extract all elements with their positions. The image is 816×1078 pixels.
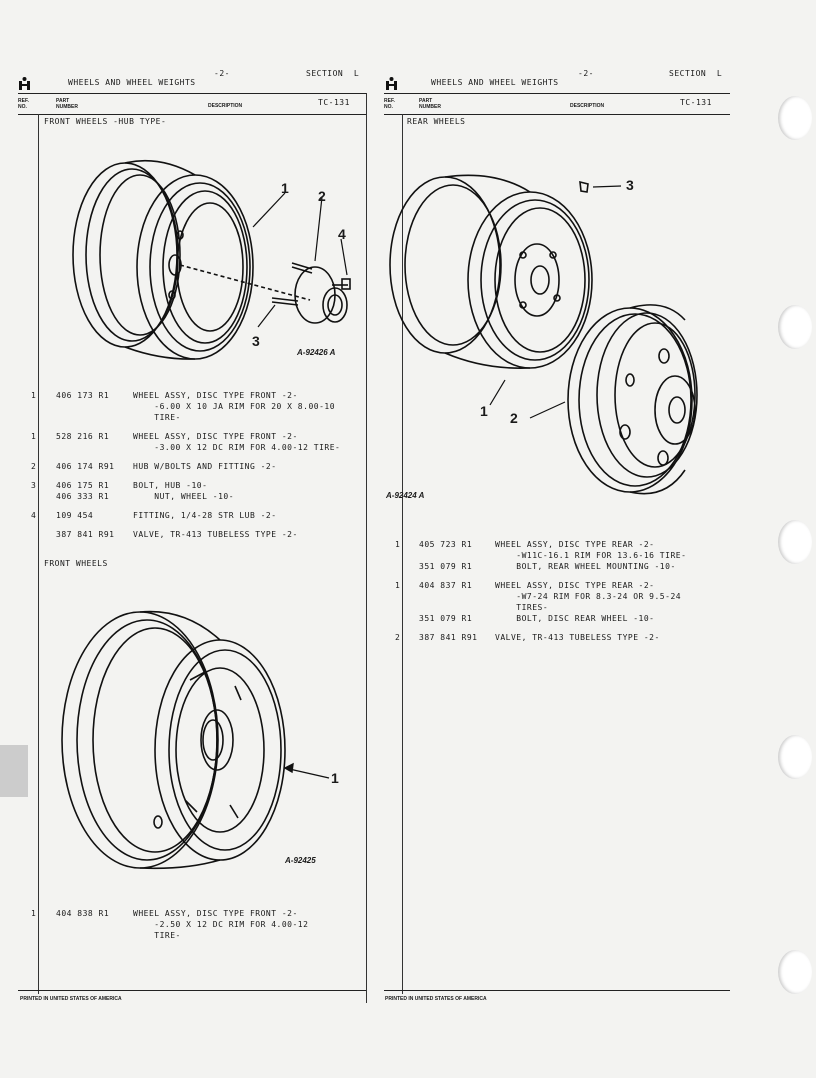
binder-hole: [778, 950, 812, 994]
ref-number: 1: [395, 581, 401, 590]
part-number: 351 079 R1: [419, 614, 473, 623]
binder-hole: [778, 520, 812, 564]
part-description: NUT, WHEEL -10-: [133, 492, 235, 501]
part-description: WHEEL ASSY, DISC TYPE FRONT -2-: [133, 909, 298, 918]
col-ref-header: REF. NO.: [384, 98, 395, 110]
col-desc-header: DESCRIPTION: [208, 103, 243, 109]
part-number: 404 838 R1: [56, 909, 110, 918]
part-description: TIRE-: [133, 931, 181, 940]
callout-4: 4: [338, 226, 346, 242]
section-tab: [0, 745, 28, 797]
ref-number: 4: [31, 511, 37, 520]
page-number: -2-: [578, 69, 594, 78]
front-wheel-figure: [55, 590, 365, 870]
part-description: WHEEL ASSY, DISC TYPE FRONT -2-: [133, 432, 298, 441]
ref-number: 1: [31, 391, 37, 400]
figure-label: A-92426 A: [297, 348, 336, 357]
header-rule: [384, 114, 730, 115]
part-number: 387 841 R91: [419, 633, 478, 642]
header-rule: [18, 93, 366, 94]
part-description: -2.50 X 12 DC RIM FOR 4.00-12: [133, 920, 309, 929]
page-title: WHEELS AND WHEEL WEIGHTS: [68, 78, 196, 87]
col-part-header: PART NUMBER: [56, 98, 78, 110]
part-number: 387 841 R91: [56, 530, 115, 539]
part-description: -W7-24 RIM FOR 8.3-24 OR 9.5-24: [495, 592, 682, 601]
part-number: 406 333 R1: [56, 492, 110, 501]
rear-wheels-figure: [385, 170, 715, 500]
figure-label: A-92424 A: [386, 491, 425, 500]
header-rule: [384, 93, 730, 94]
page-number: -2-: [214, 69, 230, 78]
part-description: -W11C-16.1 RIM FOR 13.6-16 TIRE-: [495, 551, 687, 560]
part-description: BOLT, HUB -10-: [133, 481, 208, 490]
printed-notice: PRINTED IN UNITED STATES OF AMERICA: [20, 996, 122, 1002]
part-description: WHEEL ASSY, DISC TYPE REAR -2-: [495, 540, 655, 549]
model-label: TC-131: [318, 98, 350, 107]
part-description: VALVE, TR-413 TUBELESS TYPE -2-: [495, 633, 660, 642]
group-heading: FRONT WHEELS -HUB TYPE-: [44, 117, 167, 126]
binder-hole: [778, 735, 812, 779]
callout-1: 1: [331, 770, 339, 786]
part-number: 404 837 R1: [419, 581, 473, 590]
section-label: SECTION L: [306, 69, 360, 78]
callout-3: 3: [626, 177, 634, 193]
column-rule: [38, 114, 39, 994]
part-number: 528 216 R1: [56, 432, 110, 441]
group-heading: FRONT WHEELS: [44, 559, 108, 568]
part-description: BOLT, REAR WHEEL MOUNTING -10-: [495, 562, 676, 571]
footer-rule: [18, 990, 366, 991]
callout-1: 1: [480, 403, 488, 419]
col-ref-header: REF. NO.: [18, 98, 29, 110]
part-description: HUB W/BOLTS AND FITTING -2-: [133, 462, 277, 471]
part-number: 406 175 R1: [56, 481, 110, 490]
part-description: TIRES-: [495, 603, 549, 612]
section-label: SECTION L: [669, 69, 723, 78]
ih-logo-icon: [19, 77, 30, 90]
part-description: VALVE, TR-413 TUBELESS TYPE -2-: [133, 530, 298, 539]
col-part-header: PART NUMBER: [419, 98, 441, 110]
ref-number: 2: [31, 462, 37, 471]
part-description: TIRE-: [133, 413, 181, 422]
ref-number: 1: [31, 432, 37, 441]
part-description: WHEEL ASSY, DISC TYPE FRONT -2-: [133, 391, 298, 400]
group-heading: REAR WHEELS: [407, 117, 466, 126]
ref-number: 1: [31, 909, 37, 918]
footer-rule: [384, 990, 730, 991]
col-desc-header: DESCRIPTION: [570, 103, 605, 109]
figure-label: A-92425: [285, 856, 316, 865]
page-title: WHEELS AND WHEEL WEIGHTS: [431, 78, 559, 87]
part-description: FITTING, 1/4-28 STR LUB -2-: [133, 511, 277, 520]
part-number: 406 174 R91: [56, 462, 115, 471]
binder-hole: [778, 96, 812, 140]
ref-number: 1: [395, 540, 401, 549]
ih-logo-icon: [386, 77, 397, 90]
callout-2: 2: [318, 188, 326, 204]
header-rule: [18, 114, 366, 115]
part-description: BOLT, DISC REAR WHEEL -10-: [495, 614, 655, 623]
part-number: 351 079 R1: [419, 562, 473, 571]
part-description: WHEEL ASSY, DISC TYPE REAR -2-: [495, 581, 655, 590]
callout-1: 1: [281, 180, 289, 196]
printed-notice: PRINTED IN UNITED STATES OF AMERICA: [385, 996, 487, 1002]
callout-2: 2: [510, 410, 518, 426]
part-number: 405 723 R1: [419, 540, 473, 549]
model-label: TC-131: [680, 98, 712, 107]
binder-hole: [778, 305, 812, 349]
ref-number: 3: [31, 481, 37, 490]
part-description: -3.00 X 12 DC RIM FOR 4.00-12 TIRE-: [133, 443, 341, 452]
part-number: 406 173 R1: [56, 391, 110, 400]
part-number: 109 454: [56, 511, 94, 520]
callout-3: 3: [252, 333, 260, 349]
ref-number: 2: [395, 633, 401, 642]
part-description: -6.00 X 10 JA RIM FOR 20 X 8.00-10: [133, 402, 336, 411]
